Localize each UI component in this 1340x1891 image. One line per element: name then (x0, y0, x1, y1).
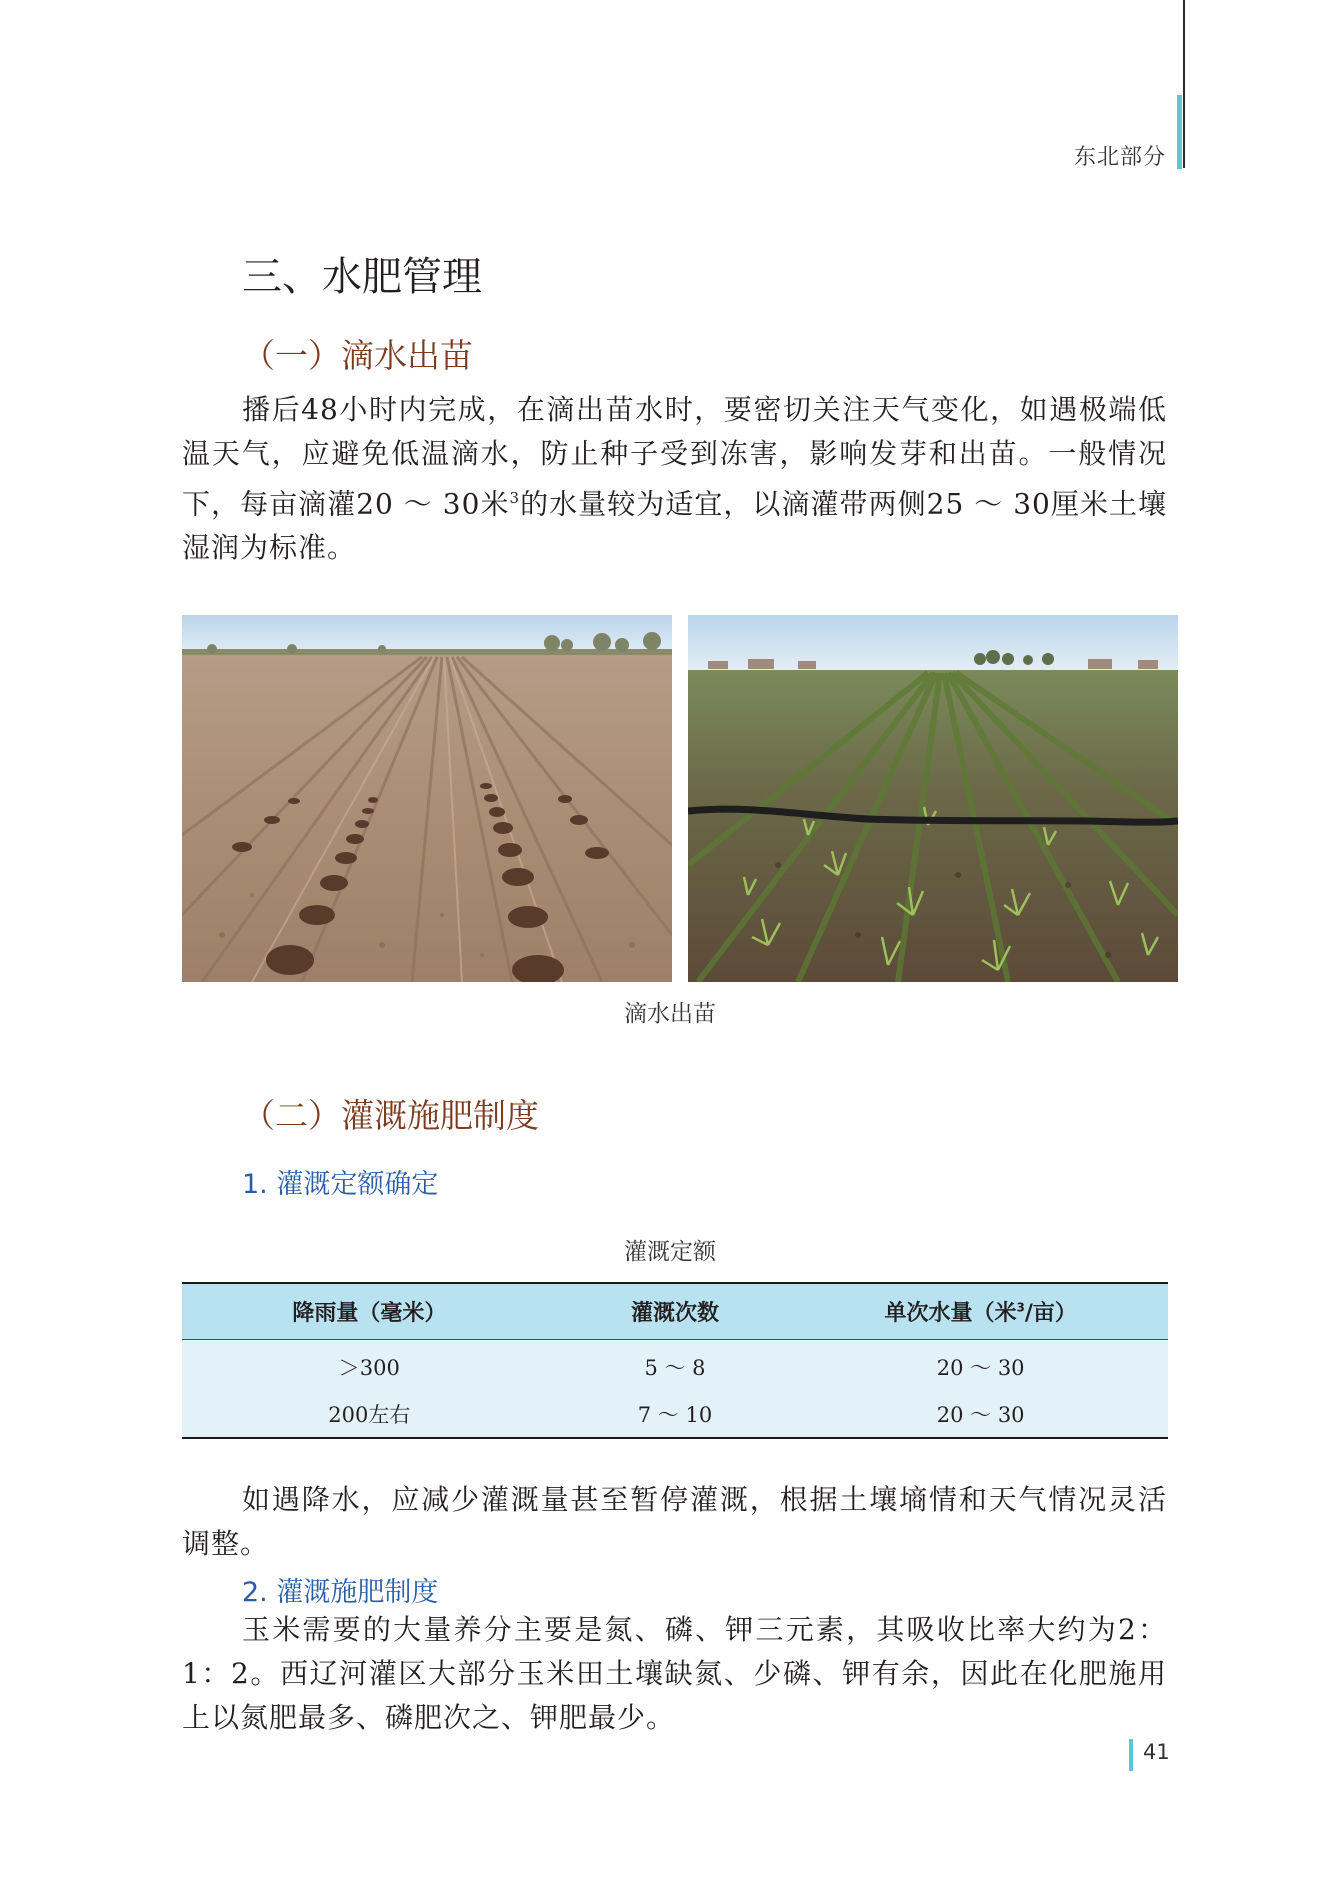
header-accent-bar (1177, 95, 1182, 169)
irrigation-quota-table (182, 1282, 1168, 1439)
item-title-2: 2. 灌溉施肥制度 (242, 1577, 439, 1608)
paragraph-drip-emergence (182, 388, 1167, 570)
running-head: 东北部分 (1073, 145, 1166, 170)
subsection-title-1: （一）滴水出苗 (242, 336, 473, 375)
table-row (182, 1390, 1168, 1438)
paragraph-text-part2: 的水量较为适宜，以滴灌带两侧25 ～ 30厘米土壤湿润为标准。 (182, 487, 1168, 565)
cell-times: 5 ～ 8 (557, 1340, 794, 1391)
bare-soil-drip-rows-photo (182, 615, 672, 982)
paragraph-rain-adjust: 如遇降水，应减少灌溉量甚至暂停灌溉，根据土壤墒情和天气情况灵活调整。 (182, 1483, 1167, 1560)
header-water-per-time (793, 1283, 1168, 1340)
page-number: 41 (1143, 1740, 1170, 1764)
header-irrigation-times: 灌溉次数 (557, 1283, 794, 1340)
paragraph-fertilizer: 玉米需要的大量养分主要是氮、磷、钾三元素，其吸收比率大约为2：1：2。西辽河灌区大部分玉米田土壤缺氮、少磷、钾有余，因此在化肥施用上以氮肥最多、磷肥次之、钾肥最少。 (182, 1613, 1167, 1734)
header-water-part1: 单次水量（米 (884, 1301, 1017, 1326)
table-header-row (182, 1283, 1168, 1340)
cell-water: 20 ～ 30 (793, 1340, 1168, 1391)
header-water-part2: /亩） (1024, 1301, 1077, 1326)
paragraph-text-part1: 播后48小时内完成，在滴出苗水时，要密切关注天气变化，如遇极端低温天气，应避免低温滴水，防止种子受到冻害，影响发芽和出苗。一般情况下，每亩滴灌20 ～ 30米 (182, 393, 1167, 521)
section-title: 三、水肥管理 (242, 254, 482, 300)
cell-rainfall: ＞300 (182, 1340, 557, 1391)
subsection-title-2: （二）灌溉施肥制度 (242, 1096, 539, 1135)
figure-caption: 滴水出苗 (624, 1001, 716, 1027)
header-rainfall: 降雨量（毫米） (182, 1283, 557, 1340)
table-row (182, 1340, 1168, 1391)
superscript-3: 3 (509, 489, 521, 507)
item-title-1: 1. 灌溉定额确定 (242, 1169, 439, 1200)
table-title: 灌溉定额 (624, 1239, 716, 1265)
cell-times: 7 ～ 10 (557, 1390, 794, 1438)
cell-water: 20 ～ 30 (793, 1390, 1168, 1438)
header-superscript-3: 3 (1016, 1300, 1025, 1315)
cell-rainfall: 200左右 (182, 1390, 557, 1438)
header-vertical-rule (1183, 0, 1185, 168)
page-number-bar (1129, 1739, 1133, 1771)
seedling-field-drip-tape-photo (688, 615, 1178, 982)
